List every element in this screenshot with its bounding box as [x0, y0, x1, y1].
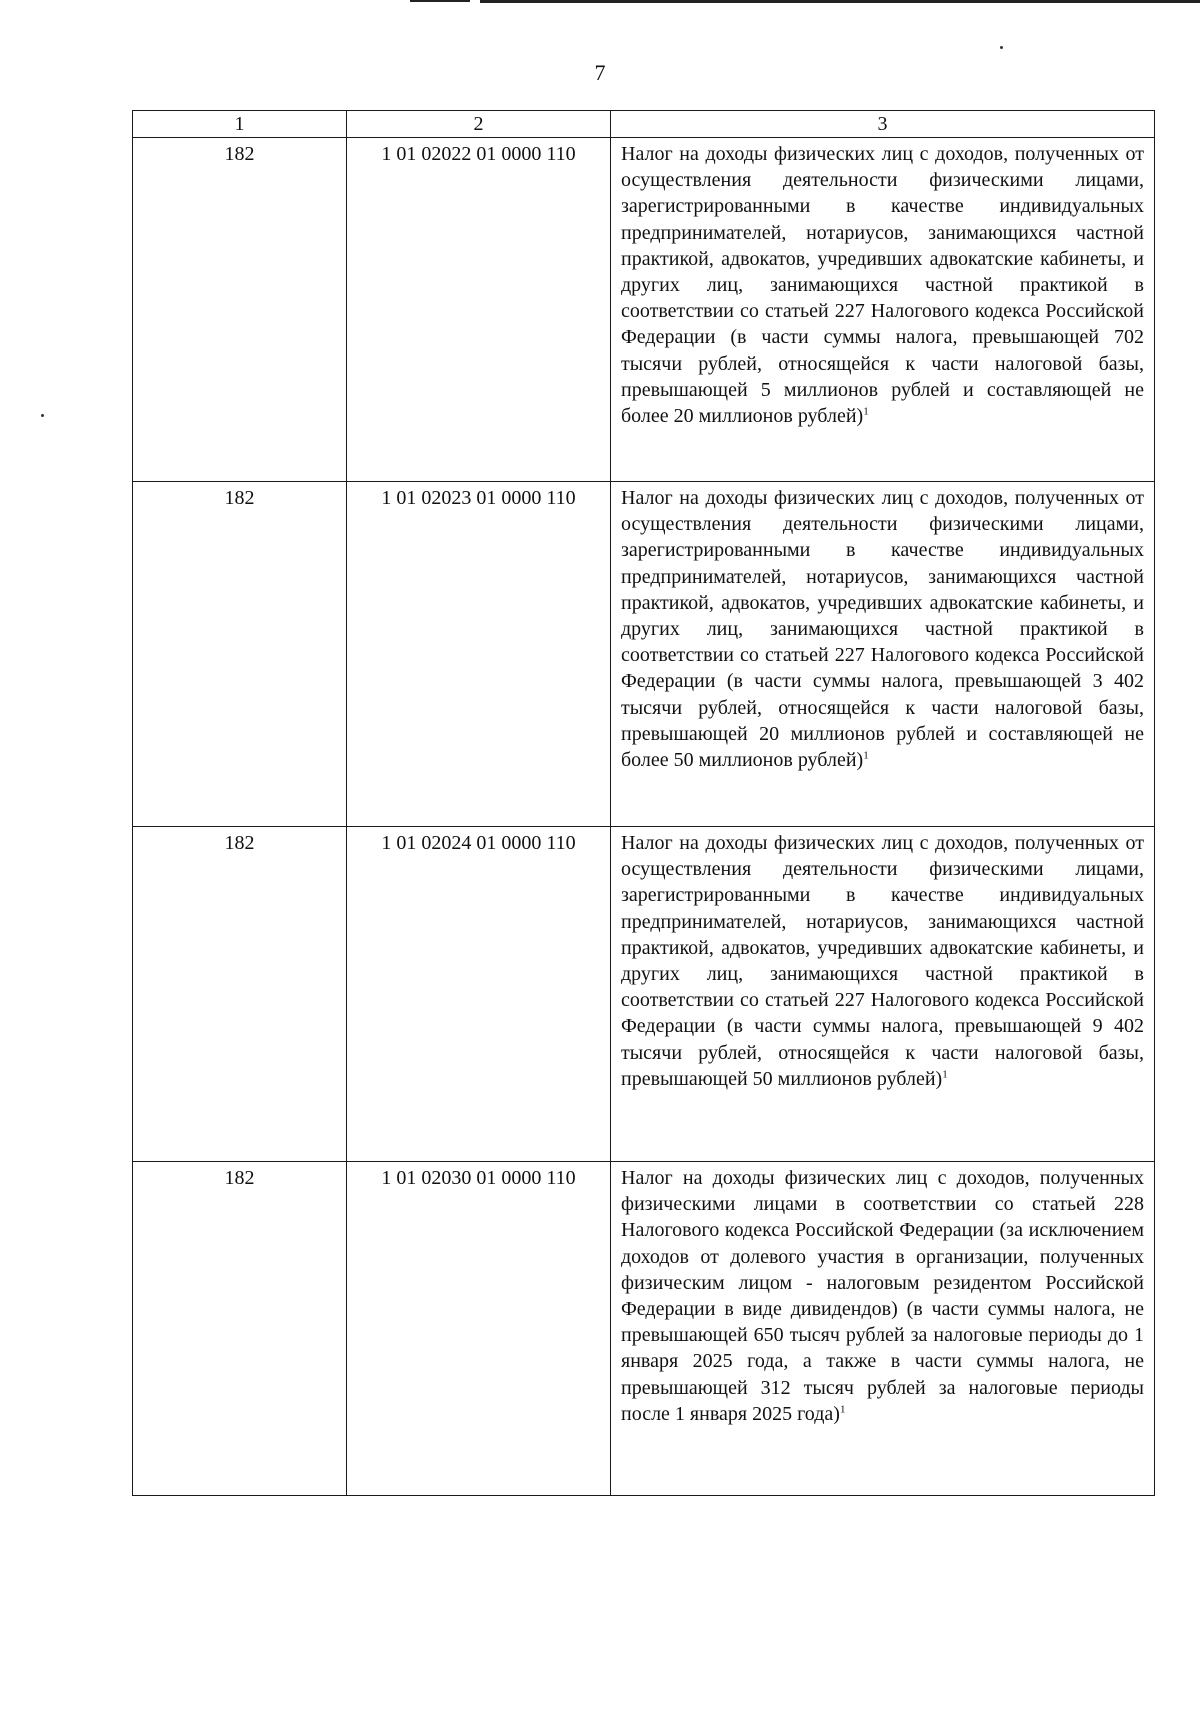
description-text: Налог на доходы физических лиц с доходов, полученных от осуществления деятельности физическими лицами, зарегистрированными в качестве индивидуальных предпринимателей, нотариусов, занимающихся частной практикой, адвокатов, учредивших адвокатские кабинеты, и других лиц, занимающихся частной практикой в соответствии со статьей 227 Налогового кодекса Российской Федерации (в части суммы налога, превышающей 702 тысячи рублей, относящейся к части налоговой базы, превышающей 5 миллионов рублей и составляющей не более 20 миллионов рублей) — [621, 143, 1144, 428]
footnote-mark: 1 — [942, 1068, 948, 1081]
admin-code-cell: 182 — [133, 1162, 347, 1496]
column-header-3: 3 — [611, 111, 1155, 138]
column-header-1: 1 — [133, 111, 347, 138]
description-text: Налог на доходы физических лиц с доходов, полученных от осуществления деятельности физическими лицами, зарегистрированными в качестве индивидуальных предпринимателей, нотариусов, занимающихся частной практикой, адвокатов, учредивших адвокатские кабинеты, и других лиц, занимающихся частной практикой в соответствии со статьей 227 Налогового кодекса Российской Федерации (в части суммы налога, превышающей 3 402 тысячи рублей, относящейся к части налоговой базы, превышающей 20 миллионов рублей и составляющей не более 50 миллионов рублей) — [621, 487, 1144, 772]
page-number: 7 — [594, 60, 606, 85]
description-cell — [611, 1162, 1155, 1496]
footnote-mark: 1 — [863, 749, 869, 762]
column-header-2: 2 — [347, 111, 611, 138]
footnote-mark: 1 — [839, 1403, 846, 1416]
budget-code-cell: 1 01 02022 01 0000 110 — [347, 138, 611, 482]
scan-edge-line — [480, 0, 1200, 3]
admin-code-cell: 182 — [133, 138, 347, 482]
footnote-mark: 1 — [863, 405, 869, 418]
budget-code-cell: 1 01 02023 01 0000 110 — [347, 482, 611, 827]
table-row — [133, 827, 1155, 1162]
admin-code-cell: 182 — [133, 827, 347, 1162]
description-text: Налог на доходы физических лиц с доходов, полученных от осуществления деятельности физическими лицами, зарегистрированными в качестве индивидуальных предпринимателей, нотариусов, занимающихся частной практикой, адвокатов, учредивших адвокатские кабинеты, и других лиц, занимающихся частной практикой в соответствии со статьей 227 Налогового кодекса Российской Федерации (в части суммы налога, превышающей 9 402 тысячи рублей, относящейся к части налоговой базы, превышающей 50 миллионов рублей) — [621, 832, 1144, 1090]
table-row — [133, 138, 1155, 482]
budget-code-cell: 1 01 02030 01 0000 110 — [347, 1162, 611, 1496]
table-row — [133, 1162, 1155, 1496]
budget-classification-table — [132, 110, 1155, 1496]
table-header-row — [133, 111, 1155, 138]
scan-speck — [41, 414, 44, 417]
description-cell — [611, 827, 1155, 1162]
description-cell — [611, 482, 1155, 827]
admin-code-cell: 182 — [133, 482, 347, 827]
table-row — [133, 482, 1155, 827]
scan-speck — [1000, 46, 1003, 49]
description-text: Налог на доходы физических лиц с доходов, полученных физическими лицами в соответствии со статьей 228 Налогового кодекса Российской Федерации (за исключением доходов от долевого участия в организации, полученных физическим лицом - налоговым резидентом Российской Федерации в виде дивидендов) (в части суммы налога, не превышающей 650 тысяч рублей за налоговые периоды до 1 января 2025 года, а также в части суммы налога, не превышающей 312 тысяч рублей за налоговые периоды после 1 января 2025 года) — [621, 1167, 1144, 1425]
budget-code-cell: 1 01 02024 01 0000 110 — [347, 827, 611, 1162]
description-cell — [611, 138, 1155, 482]
scan-edge-line — [410, 0, 470, 2]
